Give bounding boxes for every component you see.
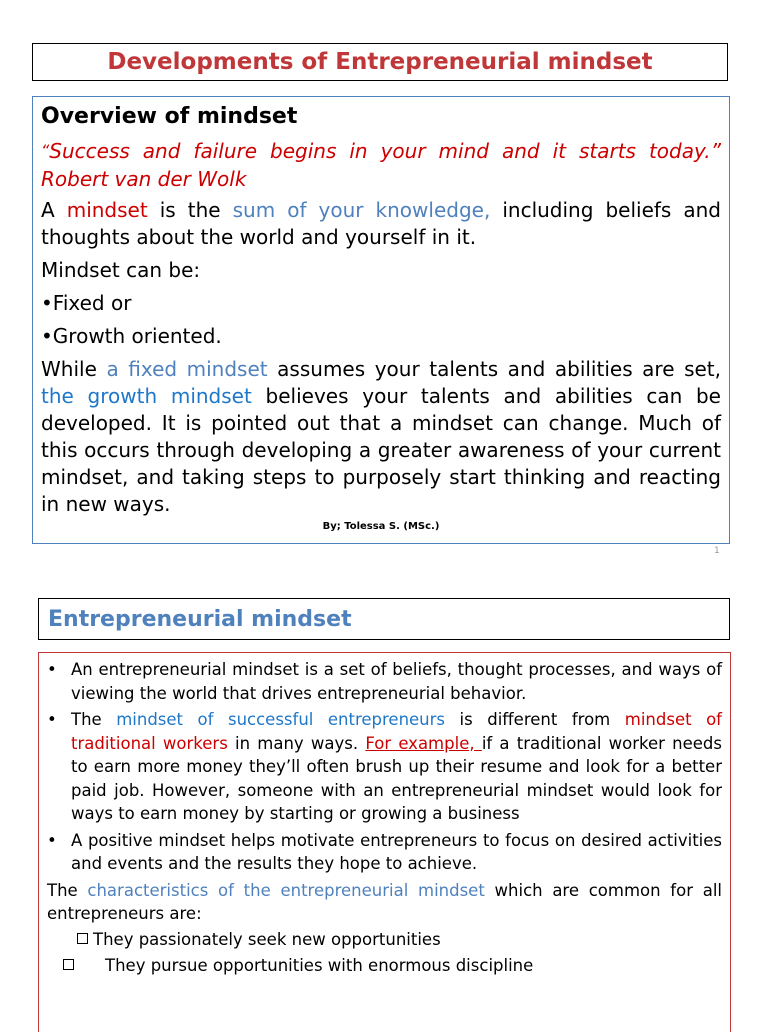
char-text-2: which are common for all entrepreneurs are: — [47, 880, 722, 923]
entrepreneurial-mindset-title — [38, 598, 730, 640]
fixed-vs-growth-paragraph — [41, 356, 721, 518]
def-text-1: A — [41, 198, 67, 222]
checklist-item-text: They passionately seek new opportunities — [93, 929, 441, 949]
bullet-definition — [47, 658, 722, 705]
checkbox-square-icon — [63, 959, 74, 970]
comparison-text-2: is different from — [445, 710, 625, 729]
char-text-1: The — [47, 880, 88, 900]
checklist-item — [47, 953, 722, 979]
quote — [41, 137, 721, 193]
while-text-3: believes your talents and abilities can be developed. It is pointed out that a mindset can change. Much of this occurs through developing a greater awareness of your current mindset, and taking steps to purposely start thinking and reacting in new ways. — [41, 384, 721, 516]
mindset-definition — [41, 197, 721, 251]
def-text-2: is the — [147, 198, 233, 222]
successful-entrepreneurs-term: mindset of successful entrepreneurs — [116, 710, 446, 729]
fixed-mindset-term: a fixed mindset — [106, 357, 268, 381]
entrepreneurial-mindset-content-box — [38, 652, 731, 1032]
comparison-text-4: if a traditional worker needs to earn more money they’ll often brush up their resume and look for a better paid job. However, someone with an entrepreneurial mindset would look for ways to earn money by starting or growing a business — [71, 733, 722, 823]
entrepreneurial-mindset-title-text: Entrepreneurial mindset — [48, 606, 352, 632]
checkbox-square-icon — [77, 933, 88, 944]
slide-title — [32, 43, 728, 81]
comparison-text-3: in many ways. — [227, 733, 366, 753]
while-text-1: While — [41, 357, 107, 381]
bullet-dot: • — [47, 830, 57, 850]
for-example-term: For example, — [365, 733, 482, 753]
quote-text: Success and failure begins in your mind and it starts today.” Robert van der Wolk — [41, 139, 721, 191]
slide-title-text: Developments of Entrepreneurial mindset — [107, 49, 653, 75]
def-text-3: including beliefs and thoughts about the world and yourself in it. — [41, 198, 721, 249]
while-text-2: assumes your talents and abilities are set, — [267, 357, 721, 381]
def-mindset-term: mindset — [66, 198, 148, 222]
bullet-dot: • — [47, 660, 57, 679]
characteristics-term: characteristics of the entrepreneurial mindset — [87, 880, 485, 900]
bullet-positive-mindset-text: A positive mindset helps motivate entrepreneurs to focus on desired activities and events and the results they hope to achieve. — [71, 830, 722, 873]
growth-mindset-term: the growth mindset — [41, 384, 252, 408]
checklist-item — [47, 927, 722, 953]
overview-content-box — [32, 96, 730, 544]
bullet-positive-mindset — [47, 829, 722, 876]
author-byline: By; Tolessa S. (MSc.) — [322, 521, 440, 532]
characteristics-checklist — [47, 927, 722, 979]
traditional-workers-term: mindset of traditional workers — [71, 710, 722, 753]
overview-heading: Overview of mindset — [41, 104, 298, 129]
bullet-dot: • — [47, 710, 57, 729]
option-growth: •Growth oriented. — [41, 324, 222, 348]
bullet-list — [47, 658, 722, 876]
def-sum-term: sum of your knowledge, — [232, 198, 491, 222]
page-number: 1 — [714, 546, 720, 556]
comparison-text-1: The — [71, 710, 117, 729]
mindset-can-be: Mindset can be: — [41, 258, 201, 282]
bullet-definition-text: An entrepreneurial mindset is a set of beliefs, thought processes, and ways of viewing the world that drives entrepreneurial behavior. — [71, 660, 722, 703]
quote-open-mark: “ — [41, 141, 50, 160]
checklist-item-text: They pursue opportunities with enormous discipline — [105, 955, 534, 975]
option-fixed: •Fixed or — [41, 291, 132, 315]
characteristics-intro — [47, 879, 722, 925]
bullet-comparison — [47, 708, 722, 826]
